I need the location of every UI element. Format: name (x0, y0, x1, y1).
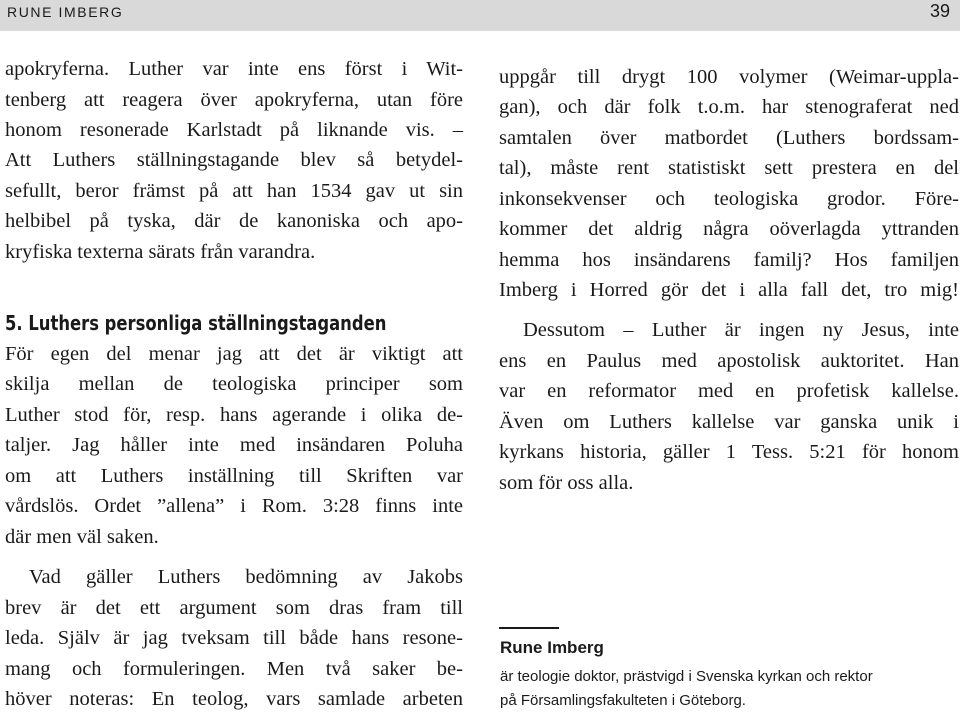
text-line: om att Luthers inställning till Skriften var (5, 465, 463, 487)
author-bio-line: på Församlingsfakulteten i Göteborg. (500, 692, 746, 709)
page-number: 39 (929, 1, 950, 21)
running-title: RUNE IMBERG (7, 4, 124, 20)
text-line: taljer. Jag håller inte med insändaren Poluha (5, 434, 463, 456)
section-heading: 5. Luthers personliga ställningstaganden (5, 311, 387, 335)
text-line: Att Luthers ställningstagande blev så betydel- (5, 149, 463, 171)
text-line: vårdslös. Ordet ”allena” i Rom. 3:28 finns inte (5, 495, 463, 517)
text-line: gan), och där folk t.o.m. har stenograferat ned (499, 96, 959, 118)
text-line: tal), måste rent statistiskt sett prestera en del (499, 157, 959, 179)
running-header (0, 0, 960, 31)
text-line: Även om Luthers kallelse var ganska unik i (499, 411, 959, 433)
text-line: honom resonerade Karlstadt på liknande vis. – (5, 119, 463, 141)
text-line: hemma hos insändarens familj? Hos familjen (499, 249, 959, 271)
text-line: apokryferna. Luther var inte ens först i Wit- (5, 58, 463, 80)
author-bio-line: är teologie doktor, prästvigd i Svenska kyrkan och rektor (500, 668, 873, 685)
text-line: kommer det aldrig några oöverlagda yttranden (499, 218, 959, 240)
text-line: samtalen över matbordet (Luthers bordssam- (499, 127, 959, 149)
text-line: uppgår till drygt 100 volymer (Weimar-uppla- (499, 66, 959, 88)
text-line: mang och formuleringen. Men två saker be- (5, 658, 463, 680)
text-line: Imberg i Horred gör det i alla fall det, tro mig! (499, 279, 959, 301)
text-line: helbibel på tyska, där de kanoniska och apo- (5, 210, 463, 232)
text-line: inkonsekvenser och teologiska grodor. Före- (499, 188, 959, 210)
author-divider (499, 627, 559, 629)
text-line: Dessutom – Luther är ingen ny Jesus, inte (523, 319, 959, 341)
text-line: ens en Paulus med apostolisk auktoritet. Han (499, 350, 959, 372)
text-line: höver noteras: En teolog, vars samlade arbeten (5, 688, 463, 710)
text-line: För egen del menar jag att det är viktigt att (5, 343, 463, 365)
text-line: sefullt, beror främst på att han 1534 gav ut sin (5, 180, 463, 202)
text-line: Luther stod för, resp. hans agerande i olika de- (5, 404, 463, 426)
text-line: kryfiska texterna särats från varandra. (5, 241, 316, 263)
text-line: kyrkans historia, gäller 1 Tess. 5:21 för honom (499, 441, 959, 463)
text-line: leda. Själv är jag tveksam till både hans resone- (5, 627, 463, 649)
text-line: brev är det ett argument som dras fram till (5, 597, 463, 619)
text-line: tenberg att reagera över apokryferna, utan före (5, 89, 463, 111)
text-line: där men väl saken. (5, 526, 159, 548)
text-line: Vad gäller Luthers bedömning av Jakobs (29, 566, 463, 588)
author-name: Rune Imberg (500, 638, 604, 657)
text-line: skilja mellan de teologiska principer som (5, 373, 463, 395)
text-line: var en reformator med en profetisk kallelse. (499, 380, 959, 402)
text-line: som för oss alla. (499, 472, 634, 494)
